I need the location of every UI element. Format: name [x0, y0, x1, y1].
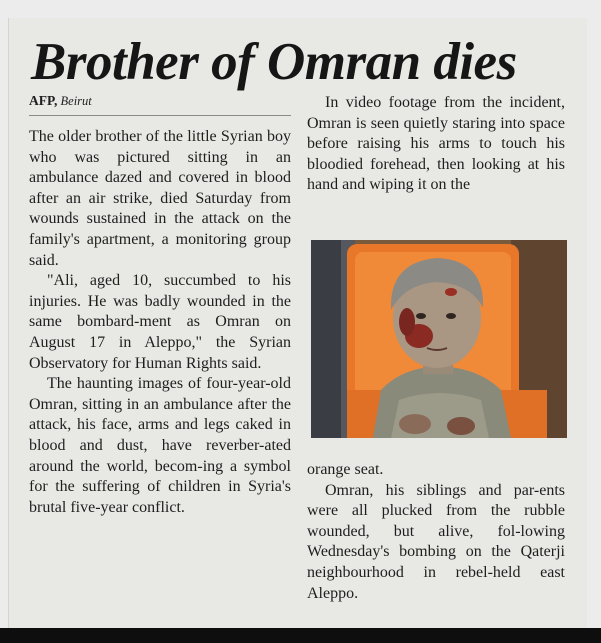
bottom-edge [0, 628, 601, 643]
article-photo [311, 240, 567, 438]
article-column-left [29, 127, 291, 518]
byline [29, 93, 92, 109]
headline: Brother of Omran dies [31, 33, 517, 91]
photo-boy-in-ambulance [311, 240, 567, 438]
article-column-right-top [307, 93, 565, 196]
byline-divider [29, 115, 291, 116]
paragraph-2: "Ali, aged 10, succumbed to his injuries. He was badly wounded in the same bombard-ment as Omran on August 17 in Aleppo," the Syrian Observatory for Human Rights said. [29, 272, 291, 372]
paragraph-3: The haunting images of four-year-old Omran, sitting in an ambulance after the attack, his face, arms and legs caked in blood and dust, have reverber-ated around the world, becom-ing a symbol for the suffering of children in Syria's brutal five-year conflict. [29, 375, 291, 516]
byline-agency: AFP, [29, 93, 58, 108]
paragraph-4: In video footage from the incident, Omran is seen quietly staring into space before raising his arms to touch his bloodied forehead, then looking at his hand and wiping it on the [307, 94, 565, 194]
paragraph-5: orange seat. [307, 461, 384, 478]
paragraph-6: Omran, his siblings and par-ents were all plucked from the rubble wounded, but alive, fol-lowing Wednesday's bombing on the Qaterji neighbourhood in rebel-held east Aleppo. [307, 481, 565, 602]
paragraph-1: The older brother of the little Syrian boy who was pictured sitting in an ambulance dazed and covered in blood after an air strike, died Saturday from wounds sustained in the attack on the family's apartment, a monitoring group said. [29, 128, 291, 269]
newspaper-clipping [8, 18, 587, 630]
byline-place: Beirut [60, 94, 92, 108]
article-column-right-bottom [307, 460, 565, 604]
